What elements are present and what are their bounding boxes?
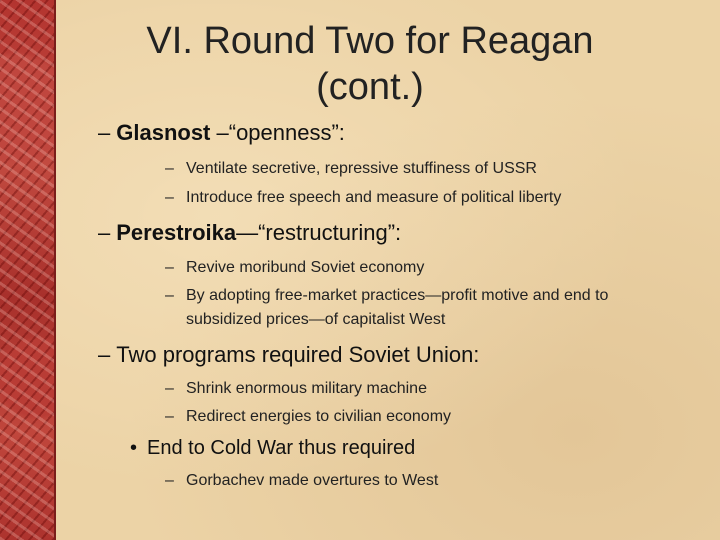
sub-point	[165, 377, 427, 401]
term-glasnost: Glasnost	[116, 120, 211, 145]
decorative-side-strip	[0, 0, 54, 540]
sub-point-text: Introduce free speech and measure of political liberty	[186, 189, 562, 206]
sub-point-text: Shrink enormous military machine	[186, 380, 427, 397]
slide-title	[60, 18, 680, 110]
sub-point-text: Gorbachev made overtures to West	[186, 472, 439, 489]
dash: –	[165, 472, 174, 489]
sub-point-text: Ventilate secretive, repressive stuffiness of USSR	[186, 160, 537, 177]
point-text: –“openness”:	[210, 120, 345, 145]
dash: –	[165, 408, 174, 425]
dash: –	[165, 189, 174, 206]
title-line-2: (cont.)	[316, 66, 424, 108]
bullet-point	[130, 437, 415, 460]
sub-point	[165, 405, 451, 429]
point-text: —“restructuring”:	[236, 220, 402, 245]
point-text: Two programs required Soviet Union:	[116, 342, 480, 367]
dash: –	[165, 380, 174, 397]
dash: –	[165, 160, 174, 177]
dash: –	[165, 287, 174, 304]
term-perestroika: Perestroika	[116, 220, 237, 245]
sub-point	[165, 157, 537, 181]
sub-point-text: By adopting free-market practices—profit motive and end to subsidized prices—of capitalist West	[186, 287, 609, 328]
bullet-icon: •	[130, 437, 138, 459]
strip-divider	[54, 0, 56, 540]
title-line-1: VI. Round Two for Reagan	[146, 20, 594, 62]
dash: –	[98, 342, 111, 367]
sub-point	[165, 256, 424, 280]
dash: –	[98, 220, 111, 245]
point-perestroika	[98, 220, 401, 246]
sub-point-text: Redirect energies to civilian economy	[186, 408, 452, 425]
sub-point	[165, 186, 561, 210]
sub-point	[165, 469, 438, 493]
sub-point-text: Revive moribund Soviet economy	[186, 259, 425, 276]
bullet-text: End to Cold War thus required	[147, 437, 416, 459]
dash: –	[98, 120, 111, 145]
point-two-programs	[98, 342, 479, 368]
point-glasnost	[98, 120, 345, 146]
dash: –	[165, 259, 174, 276]
sub-point	[165, 284, 665, 332]
